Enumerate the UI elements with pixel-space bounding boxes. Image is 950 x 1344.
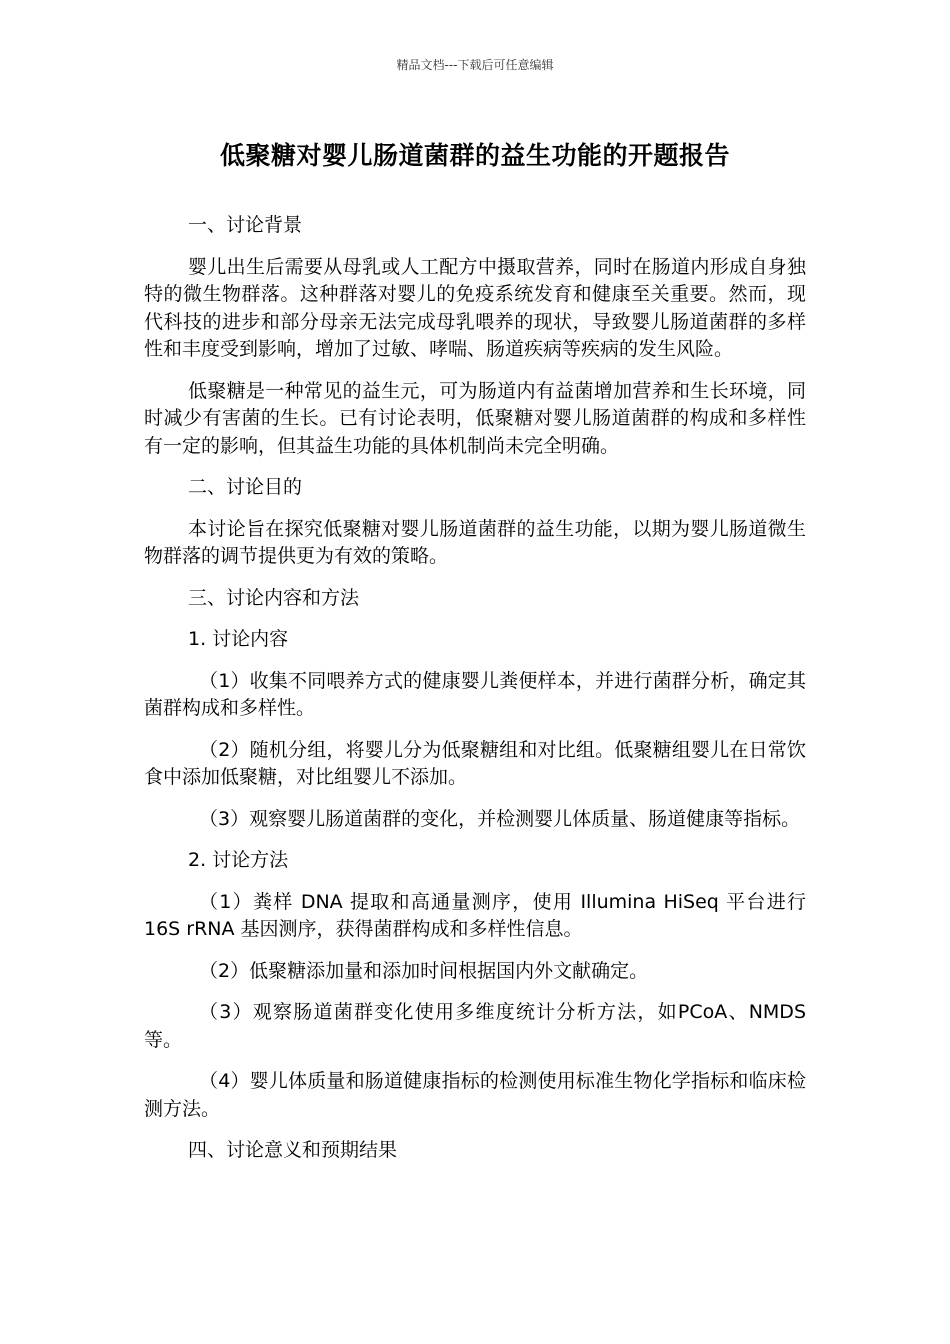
section-heading-significance: 四、讨论意义和预期结果 [188, 1139, 398, 1161]
content-item-3: （3）观察婴儿肠道菌群的变化，并检测婴儿体质量、肠道健康等指标。 [199, 807, 801, 830]
document-body [144, 212, 806, 1165]
page-header: 精品文档---下载后可任意编辑 [396, 58, 554, 72]
method-item-4: （4）婴儿体质量和肠道健康指标的检测使用标准生物化学指标和临床检测方法。 [144, 1070, 806, 1120]
section-heading-background: 一、讨论背景 [188, 214, 303, 236]
method-item-1: （1）粪样 DNA 提取和高通量测序，使用 Illumina HiSeq 平台进行 16S rRNA 基因测序，获得菌群构成和多样性信息。 [144, 890, 806, 940]
content-item-1: （1）收集不同喂养方式的健康婴儿粪便样本，并进行菌群分析，确定其菌群构成和多样性。 [144, 669, 806, 719]
method-item-2: （2）低聚糖添加量和添加时间根据国内外文献确定。 [199, 959, 649, 982]
paragraph-purpose: 本讨论旨在探究低聚糖对婴儿肠道菌群的益生功能，以期为婴儿肠道微生物群落的调节提供更为有效的策略。 [144, 517, 806, 567]
paragraph-background-1: 婴儿出生后需要从母乳或人工配方中摄取营养，同时在肠道内形成自身独特的微生物群落。这种群落对婴儿的免疫系统发育和健康至关重要。然而，现代科技的进步和部分母亲无法完成母乳喂养的现状，导致婴儿肠道菌群的多样性和丰度受到影响，增加了过敏、哮喘、肠道疾病等疾病的发生风险。 [144, 255, 806, 360]
section-heading-purpose: 二、讨论目的 [188, 476, 303, 498]
subheading-methods: 2. 讨论方法 [188, 849, 289, 871]
method-item-3: （3）观察肠道菌群变化使用多维度统计分析方法，如PCoA、NMDS 等。 [144, 1001, 806, 1051]
subheading-content: 1. 讨论内容 [188, 628, 289, 650]
content-item-2: （2）随机分组，将婴儿分为低聚糖组和对比组。低聚糖组婴儿在日常饮食中添加低聚糖，对比组婴儿不添加。 [144, 738, 806, 788]
document-title: 低聚糖对婴儿肠道菌群的益生功能的开题报告 [219, 141, 730, 170]
paragraph-background-2: 低聚糖是一种常见的益生元，可为肠道内有益菌增加营养和生长环境，同时减少有害菌的生长。已有讨论表明，低聚糖对婴儿肠道菌群的构成和多样性有一定的影响，但其益生功能的具体机制尚未完全明确。 [144, 379, 806, 457]
section-heading-content-methods: 三、讨论内容和方法 [188, 586, 360, 609]
